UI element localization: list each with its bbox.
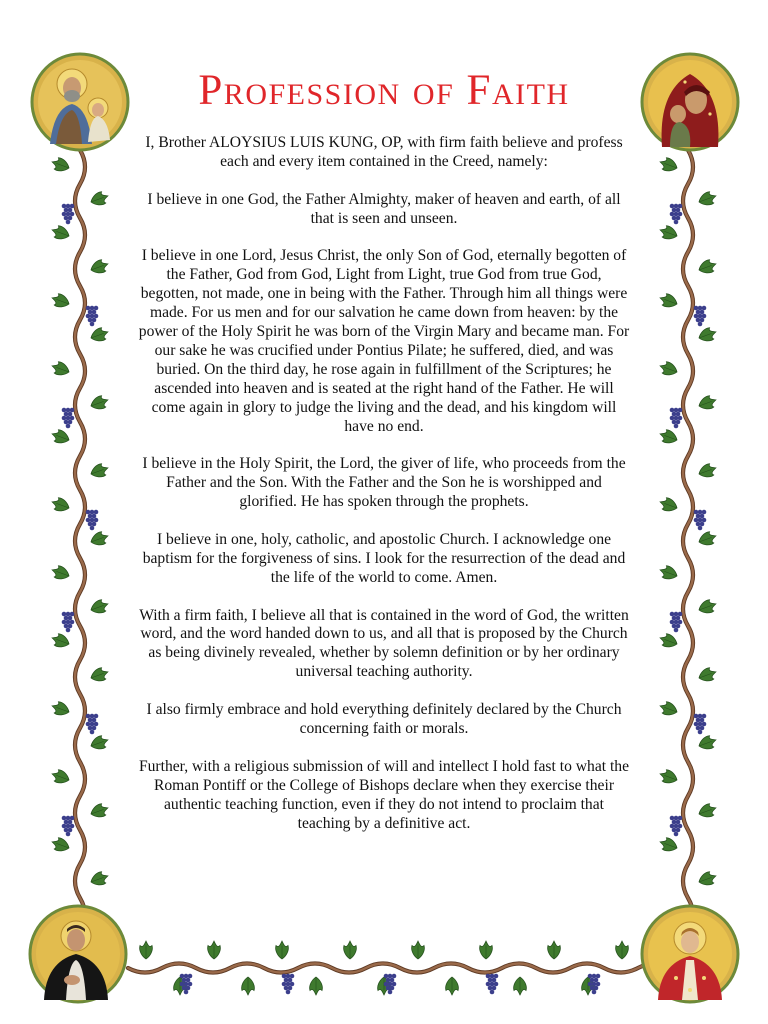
vine-leaf — [208, 941, 221, 959]
grape-cluster — [282, 974, 295, 995]
grape-cluster — [694, 306, 707, 327]
vine-leaf — [446, 977, 459, 995]
vine-leaf — [140, 941, 153, 959]
grape-cluster — [670, 612, 683, 633]
vine-leaf — [50, 224, 71, 242]
vine-leaf — [89, 802, 110, 820]
vine-leaf — [697, 870, 718, 888]
vine-leaf — [89, 598, 110, 616]
vine-leaf — [514, 977, 527, 995]
vine-leaf — [658, 496, 679, 514]
vine-leaf — [89, 190, 110, 208]
vine-leaf — [658, 564, 679, 582]
vine-leaf — [89, 870, 110, 888]
vine-leaf — [50, 156, 71, 174]
vine-leaf — [89, 258, 110, 276]
vine-leaf — [50, 564, 71, 582]
vine-leaf — [697, 666, 718, 684]
creed-body — [138, 134, 630, 852]
vine-leaf — [480, 941, 493, 959]
vine-leaf — [697, 394, 718, 412]
vine-leaf — [697, 598, 718, 616]
vine-leaf — [50, 836, 71, 854]
vine-leaf — [276, 941, 289, 959]
vine-leaf — [89, 326, 110, 344]
vine-leaf — [697, 462, 718, 480]
grape-cluster — [86, 510, 99, 531]
grape-cluster — [62, 204, 75, 225]
document-title: Profession of Faith — [198, 67, 570, 114]
vine-leaf — [616, 941, 629, 959]
vine-leaf — [344, 941, 357, 959]
vine-leaf — [697, 190, 718, 208]
vine-leaf — [658, 156, 679, 174]
saint-dominican-icon — [28, 904, 128, 1004]
paragraph-word-of-god: With a firm faith, I believe all that is contained in the word of God, the written word, and the word handed down to us, and all that is proposed by the Church as being divinely revealed, whether by solemn definition or by her ordinary universal teaching authority. — [139, 606, 629, 681]
grape-cluster — [694, 714, 707, 735]
paragraph-submission: Further, with a religious submission of will and intellect I hold fast to what the Roman Pontiff or the College of Bishops declare when they exercise their authentic teaching function, even if they do not intend to proclaim that teaching by a definitive act. — [138, 757, 630, 832]
vine-leaf — [697, 326, 718, 344]
paragraph-holy-spirit: I believe in the Holy Spirit, the Lord, the giver of life, who proceeds from the Father and the Son. With the Father and the Son he is worshipped and glorified. He has spoken through the prophets. — [142, 455, 626, 511]
vine-leaf — [50, 700, 71, 718]
vine-leaf — [89, 734, 110, 752]
vine-leaf — [658, 768, 679, 786]
vine-leaf — [50, 360, 71, 378]
paragraph-son: I believe in one Lord, Jesus Christ, the only Son of God, eternally begotten of the Father, God from God, Light from Light, true God from true God, begotten, not made, one in being with the Father. Through him all things were made. For us men and for our salvation he came down from heaven: by the power of the Holy Spirit he was born of the Virgin Mary and became man. For our sake he was crucified under Pontius Pilate; he suffered, died, and was buried. On the third day, he rose again in fulfillment of the Scriptures; he ascended into heaven and is seated at the right hand of the Father. He will come again in glory to judge the living and the dead, and his kingdom will have no end. — [138, 247, 630, 435]
vine-stem — [128, 964, 672, 973]
vine-stem — [75, 150, 85, 932]
paragraph-father: I believe in one God, the Father Almighty, maker of heaven and earth, of all that is seen and unseen. — [147, 190, 621, 227]
vine-leaf — [658, 632, 679, 650]
vine-leaf — [89, 666, 110, 684]
grape-cluster — [670, 816, 683, 837]
vine-leaf — [697, 734, 718, 752]
vine-leaf — [242, 977, 255, 995]
grape-cluster — [486, 974, 499, 995]
grape-cluster — [86, 306, 99, 327]
vine-leaf — [697, 530, 718, 548]
grape-cluster — [86, 714, 99, 735]
young-saint-icon — [640, 904, 740, 1004]
grape-cluster — [62, 816, 75, 837]
vine-leaf — [89, 530, 110, 548]
vine-leaf — [50, 428, 71, 446]
grape-cluster — [670, 408, 683, 429]
vine-leaf — [50, 496, 71, 514]
vine-leaf — [658, 224, 679, 242]
vine-leaf — [50, 292, 71, 310]
vine-leaf — [548, 941, 561, 959]
vine-leaf — [697, 258, 718, 276]
vine-leaf — [658, 292, 679, 310]
vine-leaf — [697, 802, 718, 820]
grape-cluster — [670, 204, 683, 225]
vine-leaf — [89, 394, 110, 412]
paragraph-church: I believe in one, holy, catholic, and apostolic Church. I acknowledge one baptism for the forgiveness of sins. I look for the resurrection of the dead and the life of the world to come. Amen. — [142, 530, 626, 586]
grape-cluster — [62, 408, 75, 429]
paragraph-faith-morals: I also firmly embrace and hold everything definitely declared by the Church concerning faith or morals. — [146, 701, 622, 737]
vine-leaf — [50, 632, 71, 650]
vine-leaf — [89, 462, 110, 480]
grape-cluster — [62, 612, 75, 633]
vine-leaf — [310, 977, 323, 995]
vine-leaf — [50, 768, 71, 786]
vine-stem — [683, 150, 693, 932]
intro-paragraph: I, Brother ALOYSIUS LUIS KUNG, OP, with firm faith believe and profess each and every item contained in the Creed, namely: — [145, 134, 623, 170]
vine-leaf — [658, 360, 679, 378]
vine-leaf — [658, 700, 679, 718]
vine-leaf — [658, 836, 679, 854]
grape-cluster — [694, 510, 707, 531]
vine-leaf — [658, 428, 679, 446]
vine-leaf — [412, 941, 425, 959]
